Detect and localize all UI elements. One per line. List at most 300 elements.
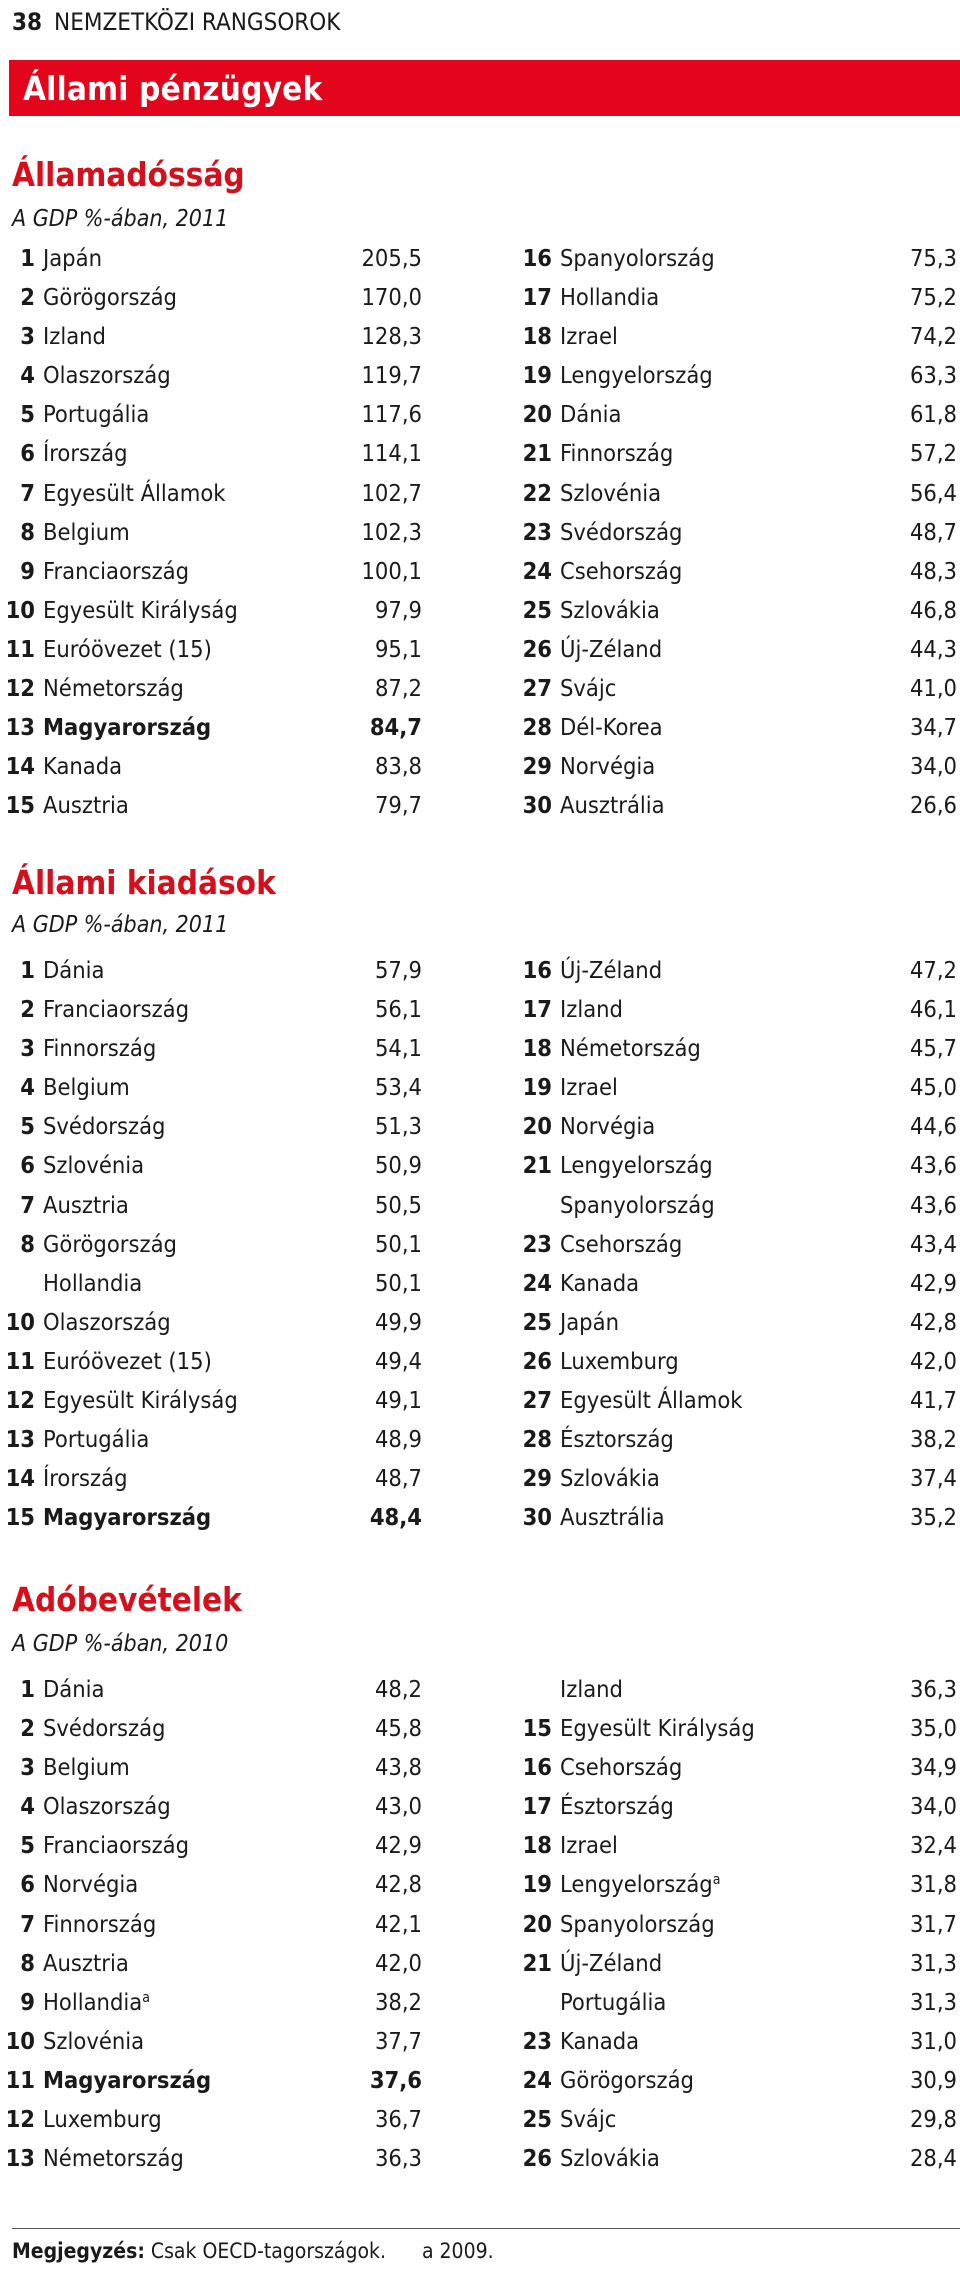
country-label: Spanyolország	[560, 244, 715, 272]
country-name	[560, 518, 910, 546]
ranking-list-spending-right	[510, 956, 957, 1542]
country-label: Spanyolország	[560, 1190, 715, 1219]
rank-number: 21	[522, 439, 552, 468]
country-label: Belgium	[43, 1073, 130, 1102]
country-name	[43, 1112, 375, 1140]
rank-number: 20	[522, 400, 552, 429]
country-label: Németország	[43, 674, 184, 703]
country-name	[560, 1230, 910, 1258]
country-label: Hollandia	[560, 283, 660, 312]
country-name	[43, 1034, 375, 1062]
ranking-row	[510, 1714, 957, 1753]
value: 57,2	[909, 439, 957, 468]
country-name	[560, 1151, 910, 1179]
rank-number: 29	[522, 1464, 552, 1493]
value: 42,1	[374, 1909, 422, 1938]
ranking-row	[0, 1503, 422, 1542]
ranking-row	[0, 2105, 422, 2144]
rank-number: 27	[522, 674, 552, 703]
country-label: Németország	[43, 2144, 184, 2173]
country-label: Svédország	[560, 517, 683, 546]
country-name	[560, 1269, 910, 1297]
country-name	[43, 1073, 375, 1101]
country-name	[43, 1910, 375, 1938]
rank-number: 19	[522, 1870, 552, 1899]
rank-number: 5	[20, 1831, 35, 1860]
country-label: Észtország	[560, 1425, 674, 1454]
ranking-row	[0, 752, 422, 791]
value: 74,2	[909, 322, 957, 351]
country-name	[43, 2105, 375, 2133]
value: 47,2	[909, 956, 957, 984]
country-label: Új-Zéland	[560, 956, 663, 984]
country-name	[560, 1714, 910, 1742]
country-label: Svájc	[560, 2105, 617, 2134]
ranking-row	[0, 1308, 422, 1347]
country-name	[43, 596, 375, 624]
ranking-row	[510, 244, 957, 283]
country-label: Új-Zéland	[560, 634, 663, 663]
ranking-row	[0, 1792, 422, 1831]
section-title-tax: Adóbevételek	[12, 1580, 242, 1619]
country-name	[43, 791, 375, 819]
value: 37,6	[369, 2065, 422, 2094]
country-label: Norvégia	[43, 1870, 139, 1899]
rank-number: 8	[20, 1229, 35, 1258]
ranking-row	[510, 995, 957, 1034]
rank-number: 2	[20, 283, 35, 312]
value: 44,6	[909, 1112, 957, 1141]
country-label: Csehország	[560, 1229, 683, 1258]
country-label: Norvégia	[560, 752, 656, 781]
ranking-row	[0, 1831, 422, 1870]
country-label: Euróövezet (15)	[43, 1346, 212, 1375]
country-name	[560, 1831, 910, 1859]
value: 53,4	[374, 1073, 422, 1102]
country-name	[43, 1503, 370, 1531]
ranking-row	[0, 1753, 422, 1792]
value: 50,1	[374, 1229, 422, 1258]
ranking-row	[510, 596, 957, 635]
value: 49,1	[374, 1386, 422, 1415]
country-label: Szlovénia	[43, 1151, 145, 1180]
rank-number: 6	[20, 439, 35, 468]
country-name	[560, 479, 910, 507]
country-name	[560, 956, 910, 984]
rank-number: 11	[5, 634, 35, 663]
footer-divider	[12, 2228, 960, 2229]
country-label: Olaszország	[43, 1792, 171, 1821]
country-label: Dél-Korea	[560, 713, 663, 742]
rank-number: 15	[5, 1503, 35, 1532]
value: 50,1	[374, 1268, 422, 1297]
country-label: Portugália	[560, 1987, 667, 2016]
ranking-row	[0, 635, 422, 674]
value: 42,9	[909, 1268, 957, 1297]
ranking-row	[510, 1988, 957, 2027]
rank-number: 20	[522, 1909, 552, 1938]
rank-number: 7	[20, 478, 35, 507]
value: 43,6	[909, 1151, 957, 1180]
country-name	[560, 1753, 910, 1781]
country-name	[43, 244, 361, 272]
country-label: Ausztria	[43, 1190, 129, 1219]
ranking-row	[0, 1073, 422, 1112]
value: 205,5	[361, 244, 422, 272]
rank-number: 26	[522, 634, 552, 663]
ranking-row	[510, 283, 957, 322]
value: 32,4	[909, 1831, 957, 1860]
country-name	[560, 361, 910, 389]
country-name	[560, 1425, 910, 1453]
value: 35,0	[909, 1714, 957, 1743]
rank-number: 14	[5, 1464, 35, 1493]
value: 31,3	[909, 1948, 957, 1977]
rank-number: 9	[20, 1987, 35, 2016]
ranking-row	[510, 1347, 957, 1386]
country-name	[560, 1503, 910, 1531]
rank-number: 10	[5, 2026, 35, 2055]
ranking-row	[510, 2144, 957, 2183]
ranking-row	[0, 1230, 422, 1269]
country-name	[43, 518, 361, 546]
rank-number: 3	[20, 1034, 35, 1063]
rank-number: 8	[20, 517, 35, 546]
country-label: Hollandia	[43, 1268, 143, 1297]
rank-number: 13	[5, 713, 35, 742]
country-name	[560, 2105, 910, 2133]
value: 36,7	[374, 2105, 422, 2134]
value: 48,2	[374, 1675, 422, 1703]
country-label: Egyesült Államok	[560, 1386, 743, 1415]
country-label: Magyarország	[43, 2065, 212, 2094]
country-label: Svájc	[560, 674, 617, 703]
footnote-label: Megjegyzés:	[12, 2239, 145, 2263]
country-name	[43, 674, 375, 702]
ranking-row	[0, 1949, 422, 1988]
rank-number: 28	[522, 713, 552, 742]
country-label: Svédország	[43, 1714, 166, 1743]
ranking-row	[510, 439, 957, 478]
ranking-row	[0, 1386, 422, 1425]
ranking-list-debt-right	[510, 244, 957, 830]
rank-number: 2	[20, 1714, 35, 1743]
country-name	[560, 244, 910, 272]
value: 50,9	[374, 1151, 422, 1180]
value: 50,5	[374, 1190, 422, 1219]
country-name	[43, 479, 361, 507]
country-name	[560, 283, 910, 311]
value: 48,4	[369, 1503, 422, 1532]
value: 29,8	[909, 2105, 957, 2134]
rank-number: 4	[20, 1073, 35, 1102]
country-name	[560, 752, 910, 780]
country-name	[560, 2066, 910, 2094]
value: 87,2	[374, 674, 422, 703]
country-name	[560, 1464, 910, 1492]
value: 45,0	[909, 1073, 957, 1102]
ranking-row	[510, 1191, 957, 1230]
ranking-row	[0, 1269, 422, 1308]
rank-number: 26	[522, 1346, 552, 1375]
country-name	[560, 1073, 910, 1101]
country-name	[560, 1347, 910, 1375]
ranking-row	[510, 1269, 957, 1308]
rank-number: 4	[20, 1792, 35, 1821]
country-label: Japán	[43, 244, 102, 272]
country-label: Szlovákia	[560, 1464, 660, 1493]
country-label: Svédország	[43, 1112, 166, 1141]
ranking-row	[510, 1870, 957, 1909]
country-label: Franciaország	[43, 1831, 190, 1860]
rank-number: 29	[522, 752, 552, 781]
country-label: Dánia	[560, 400, 622, 429]
country-name	[560, 596, 910, 624]
ranking-row	[510, 1034, 957, 1073]
country-label: Görögország	[43, 283, 177, 312]
country-name	[43, 635, 375, 663]
country-label: Izrael	[560, 1073, 618, 1102]
country-name	[560, 1675, 910, 1703]
ranking-row	[0, 2144, 422, 2183]
country-name	[43, 1675, 375, 1703]
ranking-row	[510, 713, 957, 752]
rank-number: 18	[522, 322, 552, 351]
country-name	[560, 1308, 910, 1336]
value: 79,7	[374, 791, 422, 820]
country-name	[43, 1386, 375, 1414]
rank-number: 17	[522, 995, 552, 1024]
rank-number: 6	[20, 1870, 35, 1899]
value: 57,9	[374, 956, 422, 984]
rank-number: 13	[5, 1425, 35, 1454]
ranking-row	[510, 674, 957, 713]
footnote-marker: a	[142, 1989, 150, 2006]
country-name	[43, 1870, 375, 1898]
value: 48,9	[374, 1425, 422, 1454]
rank-number: 12	[5, 674, 35, 703]
ranking-row	[510, 361, 957, 400]
country-name	[560, 713, 910, 741]
country-name	[43, 1269, 375, 1297]
rank-number: 4	[20, 361, 35, 390]
rank-number: 5	[20, 1112, 35, 1141]
rank-number: 25	[522, 2105, 552, 2134]
rank-number: 11	[5, 1346, 35, 1375]
rank-number: 13	[5, 2144, 35, 2173]
footnote-a: a 2009.	[421, 2239, 494, 2263]
rank-number: 7	[20, 1190, 35, 1219]
footnote-marker: a	[712, 1872, 721, 1889]
ranking-row	[0, 1464, 422, 1503]
value: 63,3	[909, 361, 957, 390]
country-label: Lengyelország	[560, 1870, 713, 1899]
country-name	[560, 791, 910, 819]
country-label: Szlovénia	[560, 478, 662, 507]
value: 75,3	[909, 244, 957, 272]
value: 46,1	[909, 995, 957, 1024]
country-label: Portugália	[43, 400, 150, 429]
value: 114,1	[361, 439, 422, 468]
country-label: Ausztria	[43, 791, 129, 820]
ranking-row	[0, 439, 422, 478]
country-label: Hollandia	[43, 1987, 143, 2016]
country-name	[560, 1870, 910, 1898]
country-name	[43, 2144, 375, 2172]
country-name	[560, 1191, 910, 1219]
value: 38,2	[374, 1987, 422, 2016]
value: 95,1	[374, 634, 422, 663]
country-label: Finnország	[43, 1909, 157, 1938]
ranking-row	[0, 1870, 422, 1909]
country-label: Luxemburg	[560, 1346, 679, 1375]
country-label: Kanada	[560, 2026, 640, 2055]
country-label: Lengyelország	[560, 361, 713, 390]
value: 42,0	[909, 1346, 957, 1375]
country-label: Lengyelország	[560, 1151, 713, 1180]
value: 43,6	[909, 1190, 957, 1219]
value: 26,6	[909, 791, 957, 820]
rank-number: 17	[522, 1792, 552, 1821]
rank-number: 17	[522, 283, 552, 312]
rank-number: 30	[522, 791, 552, 820]
country-name	[560, 400, 910, 428]
value: 100,1	[361, 556, 422, 585]
ranking-row	[0, 518, 422, 557]
value: 56,1	[374, 995, 422, 1024]
value: 48,7	[374, 1464, 422, 1493]
value: 45,8	[374, 1714, 422, 1743]
country-label: Görögország	[560, 2065, 694, 2094]
ranking-row	[510, 791, 957, 830]
country-name	[560, 322, 910, 350]
country-name	[43, 2027, 375, 2055]
country-label: Franciaország	[43, 995, 190, 1024]
ranking-row	[510, 956, 957, 995]
rank-number: 26	[522, 2144, 552, 2173]
ranking-row	[0, 400, 422, 439]
ranking-row	[510, 1151, 957, 1190]
country-label: Magyarország	[43, 713, 212, 742]
country-label: Egyesült Államok	[43, 478, 226, 507]
value: 31,7	[909, 1909, 957, 1938]
rank-number: 22	[522, 478, 552, 507]
country-label: Észtország	[560, 1792, 674, 1821]
country-name	[43, 557, 361, 585]
rank-number: 16	[522, 956, 552, 984]
country-name	[43, 1753, 375, 1781]
country-name	[560, 674, 910, 702]
value: 61,8	[909, 400, 957, 429]
rank-number: 1	[20, 244, 35, 272]
rank-number: 25	[522, 595, 552, 624]
ranking-row	[0, 1191, 422, 1230]
country-label: Kanada	[560, 1268, 640, 1297]
rank-number: 24	[522, 2065, 552, 2094]
ranking-row	[510, 518, 957, 557]
country-name	[43, 361, 361, 389]
country-name	[560, 635, 910, 663]
rank-number: 16	[522, 244, 552, 272]
country-name	[43, 283, 361, 311]
rank-number: 16	[522, 1753, 552, 1782]
ranking-row	[510, 2105, 957, 2144]
country-name	[560, 439, 910, 467]
value: 37,7	[374, 2026, 422, 2055]
country-name	[43, 1464, 375, 1492]
ranking-row	[0, 1988, 422, 2027]
value: 84,7	[369, 713, 422, 742]
country-label: Izland	[560, 1675, 623, 1703]
country-name	[560, 1034, 910, 1062]
country-label: Ausztria	[43, 1948, 129, 1977]
country-label: Szlovénia	[43, 2026, 145, 2055]
value: 36,3	[374, 2144, 422, 2173]
value: 42,8	[374, 1870, 422, 1899]
value: 28,4	[909, 2144, 957, 2173]
ranking-row	[510, 479, 957, 518]
value: 117,6	[361, 400, 422, 429]
rank-number: 10	[5, 595, 35, 624]
country-name	[43, 1714, 375, 1742]
ranking-row	[510, 1464, 957, 1503]
country-label: Németország	[560, 1034, 701, 1063]
ranking-row	[0, 1112, 422, 1151]
footnote-text: Csak OECD-tagországok.	[150, 2239, 386, 2263]
country-name	[43, 995, 375, 1023]
country-name	[43, 1949, 375, 1977]
rank-number: 21	[522, 1151, 552, 1180]
ranking-row	[510, 2027, 957, 2066]
value: 119,7	[361, 361, 422, 390]
rank-number: 7	[20, 1909, 35, 1938]
ranking-row	[0, 361, 422, 400]
ranking-row	[0, 995, 422, 1034]
country-label: Egyesült Királyság	[43, 595, 238, 624]
country-label: Finnország	[43, 1034, 157, 1063]
rank-number: 3	[20, 322, 35, 351]
country-name	[560, 1792, 910, 1820]
value: 102,7	[361, 478, 422, 507]
country-name	[43, 400, 361, 428]
country-name	[560, 1988, 910, 2016]
ranking-row	[0, 596, 422, 635]
ranking-row	[0, 1034, 422, 1073]
value: 34,7	[909, 713, 957, 742]
ranking-list-spending-left	[0, 956, 422, 1542]
country-label: Olaszország	[43, 361, 171, 390]
ranking-row	[510, 1425, 957, 1464]
country-label: Franciaország	[43, 556, 190, 585]
rank-number: 23	[522, 1229, 552, 1258]
country-label: Japán	[560, 1307, 619, 1336]
value: 31,3	[909, 1987, 957, 2016]
country-name	[560, 2027, 910, 2055]
ranking-row	[0, 322, 422, 361]
value: 97,9	[374, 595, 422, 624]
value: 49,4	[374, 1346, 422, 1375]
country-label: Izrael	[560, 1831, 618, 1860]
section-title-debt: Államadósság	[12, 155, 245, 194]
country-label: Olaszország	[43, 1307, 171, 1336]
rank-number: 1	[20, 956, 35, 984]
chapter-title: Állami pénzügyek	[23, 68, 323, 108]
ranking-row	[510, 1503, 957, 1542]
ranking-row	[0, 674, 422, 713]
country-name	[43, 1308, 375, 1336]
value: 34,9	[909, 1753, 957, 1782]
country-name	[43, 1191, 375, 1219]
